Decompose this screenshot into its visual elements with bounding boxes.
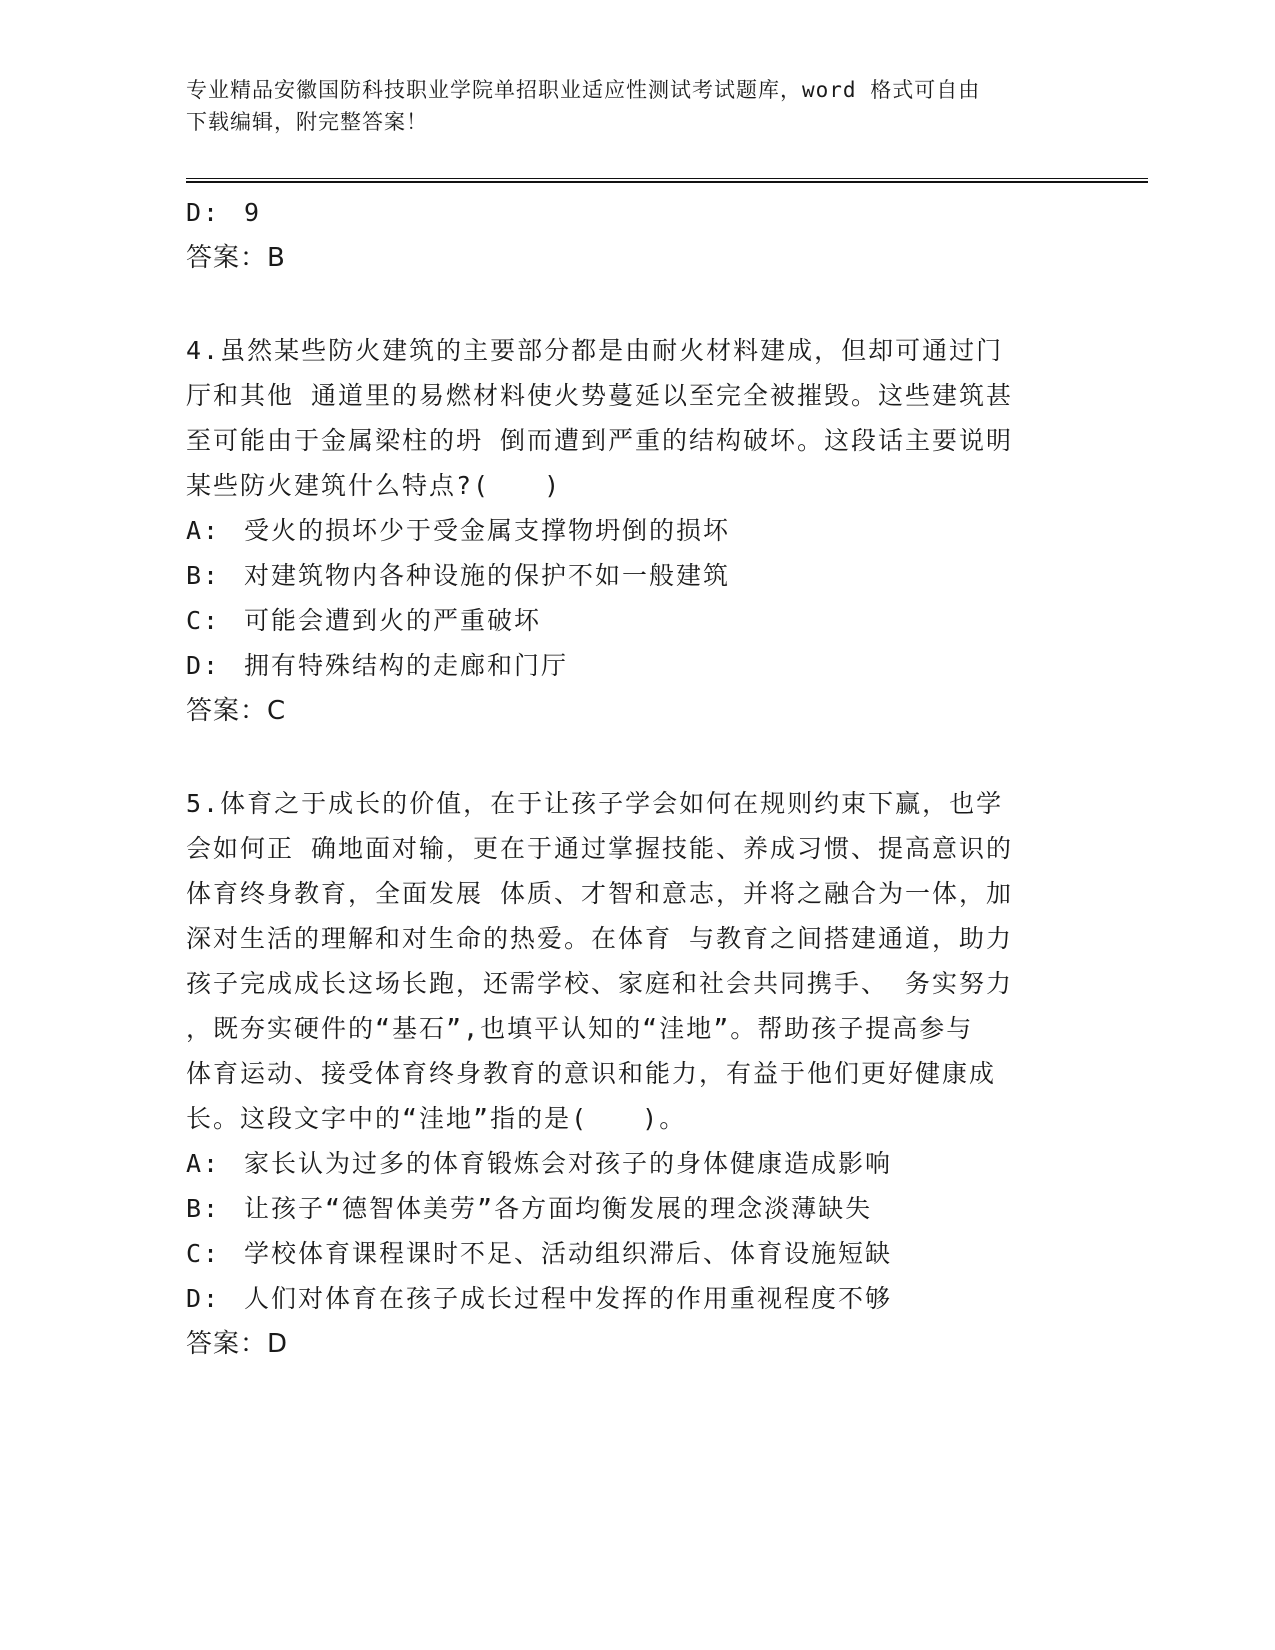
question-text-line: 体育终身教育，全面发展 体质、才智和意志，并将之融合为一体，加 [186, 879, 1014, 908]
header-line-1: 专业精品安徽国防科技职业学院单招职业适应性测试考试题库，word 格式可自由 [186, 78, 981, 102]
question-text-line: 某些防火建筑什么特点?( ) [186, 471, 562, 500]
q4-option-c [186, 598, 1066, 643]
q4-answer: 答案：C [186, 696, 287, 726]
question-text-line: 深对生活的理解和对生命的热爱。在体育 与教育之间搭建通道，助力 [186, 924, 1014, 953]
option-key: D: [186, 1284, 221, 1313]
q4-option-a [186, 508, 1066, 553]
option-key: B: [186, 1194, 221, 1223]
q3-answer: 答案：B [186, 243, 286, 273]
option-key: C: [186, 1239, 221, 1268]
option-text: 9 [244, 198, 262, 227]
question-text-line: 会如何正 确地面对输，更在于通过掌握技能、养成习惯、提高意识的 [186, 834, 1014, 863]
header-line-2: 下载编辑，附完整答案！ [186, 110, 428, 134]
option-text: 家长认为过多的体育锻炼会对孩子的身体健康造成影响 [244, 1149, 893, 1178]
option-key: D: [186, 651, 221, 680]
question-text-line: 厅和其他 通道里的易燃材料使火势蔓延以至完全被摧毁。这些建筑甚 [186, 381, 1014, 410]
option-text: 人们对体育在孩子成长过程中发挥的作用重视程度不够 [244, 1284, 893, 1313]
question-text-line: 孩子完成成长这场长跑，还需学校、家庭和社会共同携手、 务实努力 [186, 969, 1014, 998]
option-text: 受火的损坏少于受金属支撑物坍倒的损坏 [244, 516, 731, 545]
header-divider [186, 178, 1148, 183]
option-text: 拥有特殊结构的走廊和门厅 [244, 651, 569, 680]
q3-option-d [186, 190, 1066, 235]
document-body [186, 190, 1066, 1367]
option-key: D: [186, 198, 221, 227]
q4-option-b [186, 553, 1066, 598]
question-text-line: 至可能由于金属梁柱的坍 倒而遭到严重的结构破坏。这段话主要说明 [186, 426, 1014, 455]
q4-option-d [186, 643, 1066, 688]
option-key: C: [186, 606, 221, 635]
page-header [186, 74, 1066, 138]
question-text-line: 5.体育之于成长的价值，在于让孩子学会如何在规则约束下赢，也学 [186, 789, 1004, 818]
option-text: 让孩子“德智体美劳”各方面均衡发展的理念淡薄缺失 [244, 1194, 873, 1223]
q5-option-b [186, 1186, 1066, 1231]
option-text: 对建筑物内各种设施的保护不如一般建筑 [244, 561, 731, 590]
option-text: 学校体育课程课时不足、活动组织滞后、体育设施短缺 [244, 1239, 893, 1268]
option-key: A: [186, 1149, 221, 1178]
q5-option-a [186, 1141, 1066, 1186]
question-4 [186, 328, 1066, 734]
question-5 [186, 781, 1066, 1367]
question-text-line: ，既夯实硬件的“基石”,也填平认知的“洼地”。帮助孩子提高参与 [186, 1014, 974, 1043]
option-key: A: [186, 516, 221, 545]
q5-answer: 答案：D [186, 1329, 289, 1359]
q5-option-c [186, 1231, 1066, 1276]
question-text-line: 4.虽然某些防火建筑的主要部分都是由耐火材料建成，但却可通过门 [186, 336, 1004, 365]
question-text-line: 长。这段文字中的“洼地”指的是( )。 [186, 1104, 687, 1133]
question-text-line: 体育运动、接受体育终身教育的意识和能力，有益于他们更好健康成 [186, 1059, 997, 1088]
option-text: 可能会遭到火的严重破坏 [244, 606, 542, 635]
q5-option-d [186, 1276, 1066, 1321]
option-key: B: [186, 561, 221, 590]
